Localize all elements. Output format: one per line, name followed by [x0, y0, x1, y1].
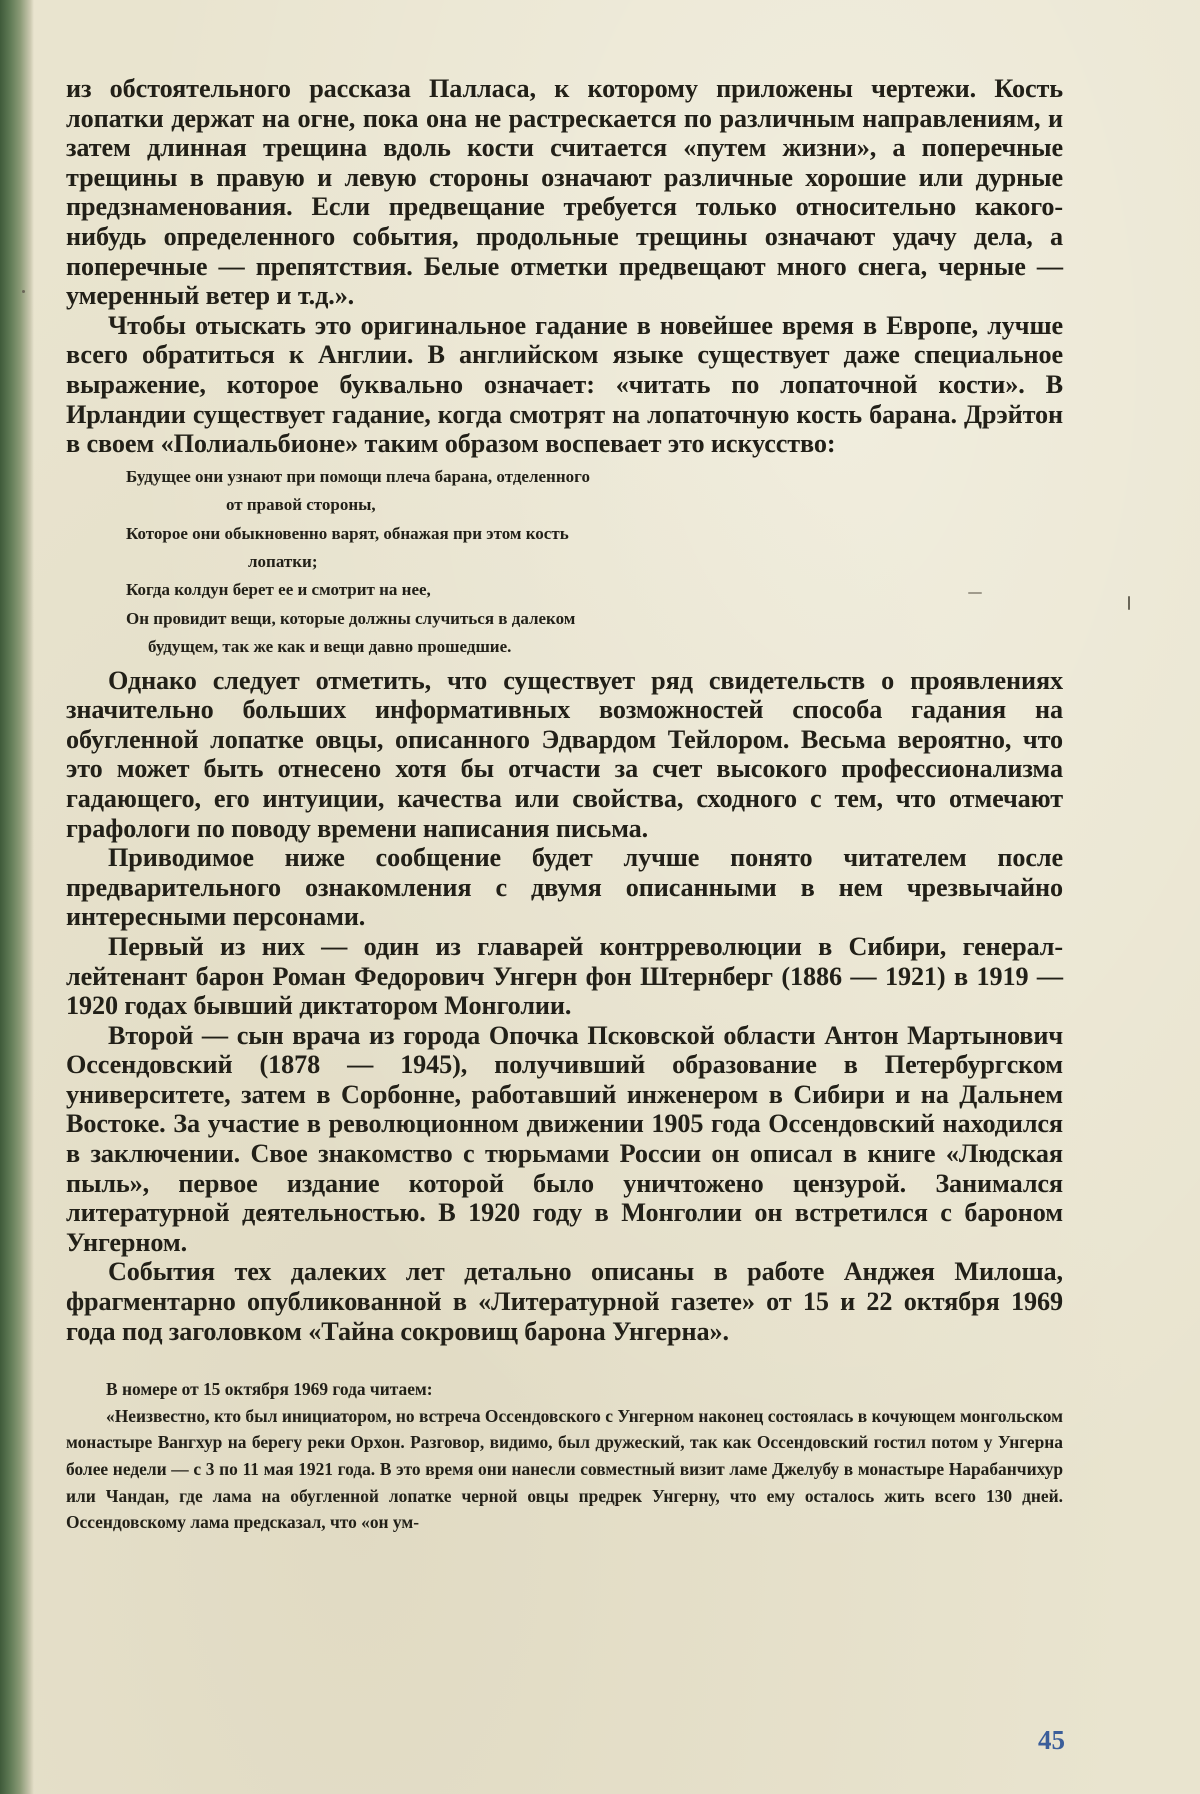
paragraph: Чтобы отыскать это оригинальное гадание в новейшее время в Европе, лучше всего обратиться к Англии. В английском языке существует даже специальное выражение, которое буквально означает: «читать по лопаточной кости». В Ирландии существует гадание, когда смотрят на лопаточную кость барана. Дрэйтон в своем «Полиальбионе» таким образом воспевает это искусство: — [66, 310, 1063, 459]
poem-line: Когда колдун берет ее и смотрит на нее, — [126, 580, 431, 600]
paragraph: События тех далеких лет детально описаны в работе Анджея Милоша, фрагментарно опубликованной в «Литературной газете» от 15 и 22 октября 1969 года под заголовком «Тайна сокровищ барона Унгерна». — [66, 1257, 1063, 1346]
poem-line: лопатки; — [248, 551, 318, 571]
page-text — [66, 74, 1063, 1536]
poem-line: Которое они обыкновенно варят, обнажая при этом кость — [126, 523, 569, 543]
poem-line: будущем, так же как и вещи давно прошедшие. — [148, 637, 512, 657]
poem-line: Будущее они узнают при помощи плеча барана, отделенного — [126, 466, 590, 486]
page-number: 45 — [1038, 1725, 1065, 1755]
paragraph: Первый из них — один из главарей контрреволюции в Сибири, генерал-лейтенант барон Роман Федорович Унгерн фон Штернберг (1886 — 1921) в 1919 — 1920 годах бывший диктатором Монголии. — [66, 931, 1063, 1021]
paragraph: Однако следует отметить, что существует ряд свидетельств о проявлениях значительно больших информативных возможностей способа гадания на обугленной лопатке овцы, описанного Эдвардом Тейлором. Весьма вероятно, что это может быть отнесено хотя бы отчасти за счет высокого профессионализма гадающего, его интуиции, качества или свойства, сходного с тем, что отмечают графологи по поводу времени написания письма. — [66, 665, 1063, 843]
paragraph: из обстоятельного рассказа Палласа, к которому приложены чертежи. Кость лопатки держат на огне, пока она не растрескается по различным направлениям, и затем длинная трещина вдоль кости считается «путем жизни», а поперечные трещины в правую и левую стороны означают различные хорошие или дурные предзнаменования. Если предвещание требуется только относительно какого-нибудь определенного события, продольные трещины означают удачу дела, а поперечные — препятствия. Белые отметки предвещают много снега, черные — умеренный ветер и т.д.». — [66, 74, 1063, 311]
note-paragraph: «Неизвестно, кто был инициатором, но встреча Оссендовского с Унгерном наконец состоялась в кочующем монгольском монастыре Вангхур на берегу реки Орхон. Разговор, видимо, был дружеский, так как Оссендовский гостил потом у Унгерна более недели — с 3 по 11 мая 1921 года. В это время они нанесли совместный визит ламе Джелубу в монастыре Нарабанчихур или Чандан, где лама на обугленной лопатке черной овцы предрек Унгерну, что ему осталось жить всего 130 дней. Оссендовскому лама предсказал, что «он ум- — [66, 1405, 1063, 1533]
poem-line: Он провидит вещи, которые должны случиться в далеком — [126, 608, 576, 628]
binding-edge — [0, 0, 34, 1794]
poem-quote — [126, 463, 1063, 662]
paragraph: Приводимое ниже сообщение будет лучше понято читателем после предварительного ознакомления с двумя описанными в нем чрезвычайно интересными персонами. — [66, 843, 1063, 932]
print-speck — [22, 290, 25, 293]
footnote-quote — [66, 1376, 1063, 1536]
poem-line: от правой стороны, — [226, 495, 376, 515]
note-paragraph: В номере от 15 октября 1969 года читаем: — [106, 1379, 433, 1400]
paragraph: Второй — сын врача из города Опочка Псковской области Антон Мартынович Оссендовский (1878 — 1945), получивший образование в Петербургском университете, затем в Сорбонне, работавший инженером в Сибири и на Дальнем Востоке. За участие в революционном движении 1905 года Оссендовский находился в заключении. Свое знакомство с тюрьмами России он описал в книге «Людская пыль», первое издание которой было уничтожено цензурой. Занимался литературной деятельностью. В 1920 году в Монголии он встретился с бароном Унгерном. — [66, 1020, 1063, 1257]
print-speck — [1128, 596, 1130, 610]
